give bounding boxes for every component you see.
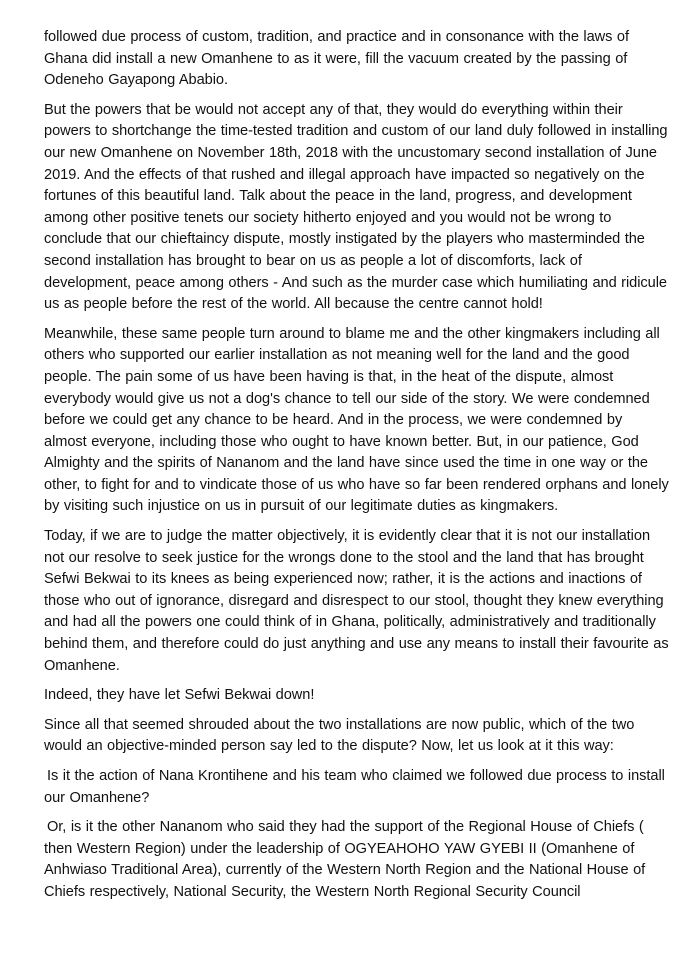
paragraph-let-down: Indeed, they have let Sefwi Bekwai down! xyxy=(44,687,315,704)
paragraph-two-installations: Since all that seemed shrouded about the two installations are now public, which of the two would an objective-minded person say led to the dispute? Now, let us look at it this way: xyxy=(44,716,635,755)
paragraph-installation-intro: followed due process of custom, tradition, and practice and in consonance with the laws of Ghana did install a new Omanhene to as it were, fill the vacuum created by the passing of Odeneho Gayapong Ababio. xyxy=(44,29,629,89)
paragraph-judge-objectively: Today, if we are to judge the matter objectively, it is evidently clear that it is not our installation not our resolve to seek justice for the wrongs done to the stool and the land that has brought Sefwi Bekwai to its knees as being experienced now; rather, it is the actions and inactions of those who out of ignorance, disregard and disrespect to our stool, thought they knew everything and had all the powers one could think of in Ghana, politically, administratively and traditionally behind them, and therefore could do just anything and use any means to install their favourite as Omanhene. xyxy=(44,528,669,674)
paragraph-question-other-nananom: Or, is it the other Nananom who said they had the support of the Regional House of Chiefs ( then Western Region) under the leadership of OGYEAHOHO YAW GYEBI II (Omanhene of Anhwiaso Traditional Area), currently of the Western North Region and the National House of Chiefs respectively, National Security, the Western North Regional Security Council xyxy=(44,819,646,900)
paragraph-question-krontihene: Is it the action of Nana Krontihene and his team who claimed we followed due process to install our Omanhene? xyxy=(44,768,665,806)
paragraph-blame-kingmakers: Meanwhile, these same people turn around to blame me and the other kingmakers including all others who supported our earlier installation as not meaning well for the land and the good people. The pain some of us have been having is that, in the heat of the dispute, almost everybody would give us not a dog's chance to tell our side of the story. We were condemned before we could get any chance to be heard. And in the process, we were condemned by almost everyone, including those who ought to have known better. But, in our patience, God Almighty and the spirits of Nananom and the land have since used the time in one way or the other, to fight for and to vindicate those of us who have so far been rendered orphans and lonely by visiting such injustice on us in pursuit of our legitimate duties as kingmakers. xyxy=(44,325,669,515)
paragraph-powers-that-be: But the powers that be would not accept any of that, they would do everything within their powers to shortchange the time-tested tradition and custom of our land duly followed in installing our new Omanhene on November 18th, 2018 with the uncustomary second installation of June 2019. And the effects of that rushed and illegal approach have impacted so negatively on the fortunes of this beautiful land. Talk about the peace in the land, progress, and development among other positive tenets our society hitherto enjoyed and you would not be wrong to conclude that our chieftaincy dispute, mostly instigated by the players who masterminded the second installation has brought to bear on us as people a lot of discomforts, lack of development, peace among others - And such as the murder case which humiliating and ridicule us as people before the rest of the world. All because the centre cannot hold! xyxy=(44,101,668,313)
